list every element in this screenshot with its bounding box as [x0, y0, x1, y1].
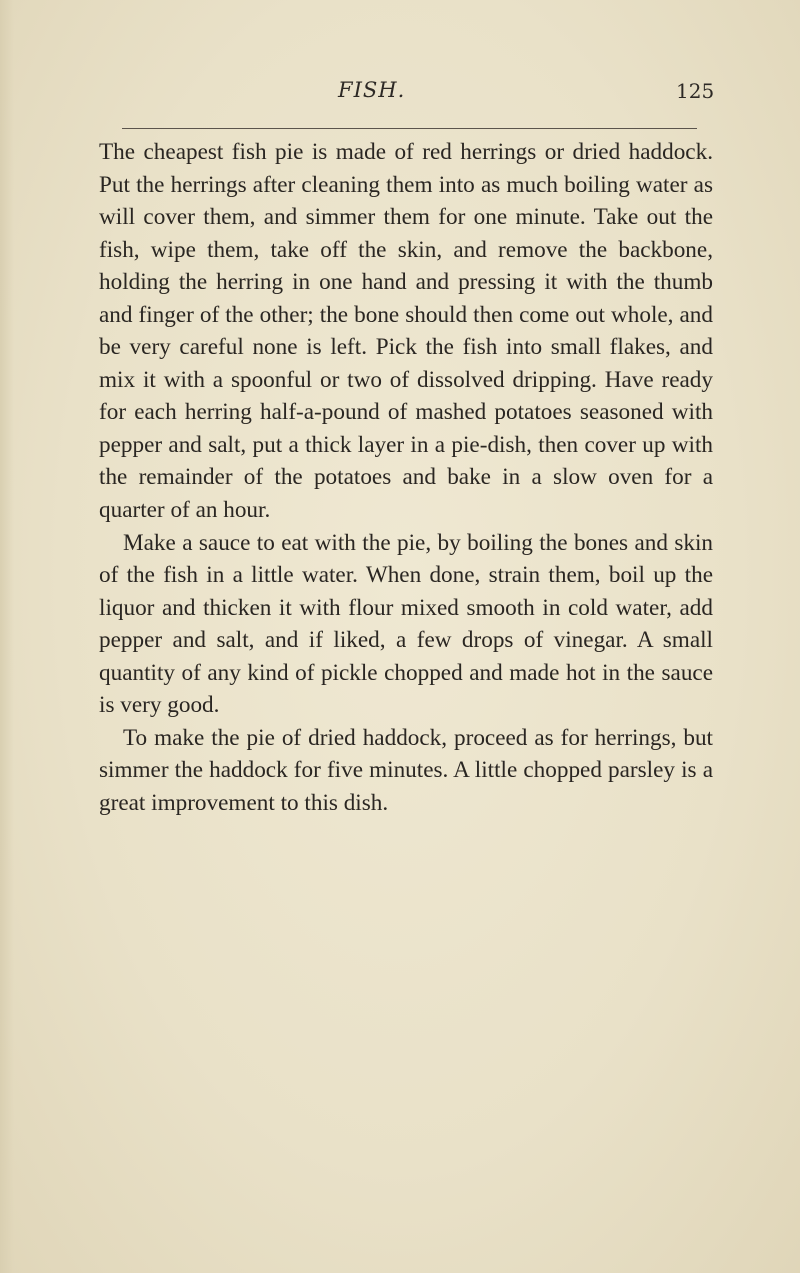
paragraph-sauce: Make a sauce to eat with the pie, by boiling the bones and skin of the fish in a little water. When done, strain them, boil up the liquor and thicken it with flour mixed smooth in cold water, add pepper and salt, and if liked, a few drops of vinegar. A small quantity of any kind of pickle chopped and made hot in the sauce is very good.	[99, 529, 713, 719]
paragraph-haddock: To make the pie of dried haddock, proceed as for herrings, but simmer the haddock for five minutes. A little chopped parsley is a great improvement to this dish.	[99, 724, 713, 816]
paragraph-fish-pie: The cheapest fish pie is made of red herrings or dried haddock. Put the herrings after cleaning them into as much boiling water as will cover them, and simmer them for one minute. Take out the fish, wipe them, take off the skin, and remove the backbone, holding the herring in one hand and pressing it with the thumb and finger of the other; the bone should then come out whole, and be very careful none is left. Pick the fish into small flakes, and mix it with a spoonful or two of dissolved dripping. Have ready for each herring half-a-pound of mashed potatoes seasoned with pepper and salt, put a thick layer in a pie-dish, then cover up with the remainder of the potatoes and bake in a slow oven for a quarter of an hour.	[99, 139, 713, 524]
page-edge-shadow	[0, 0, 14, 1273]
running-head: FISH.	[338, 78, 406, 102]
header-rule	[122, 128, 697, 129]
page-number: 125	[676, 79, 715, 103]
page-header	[0, 78, 800, 108]
body-text	[99, 136, 713, 819]
